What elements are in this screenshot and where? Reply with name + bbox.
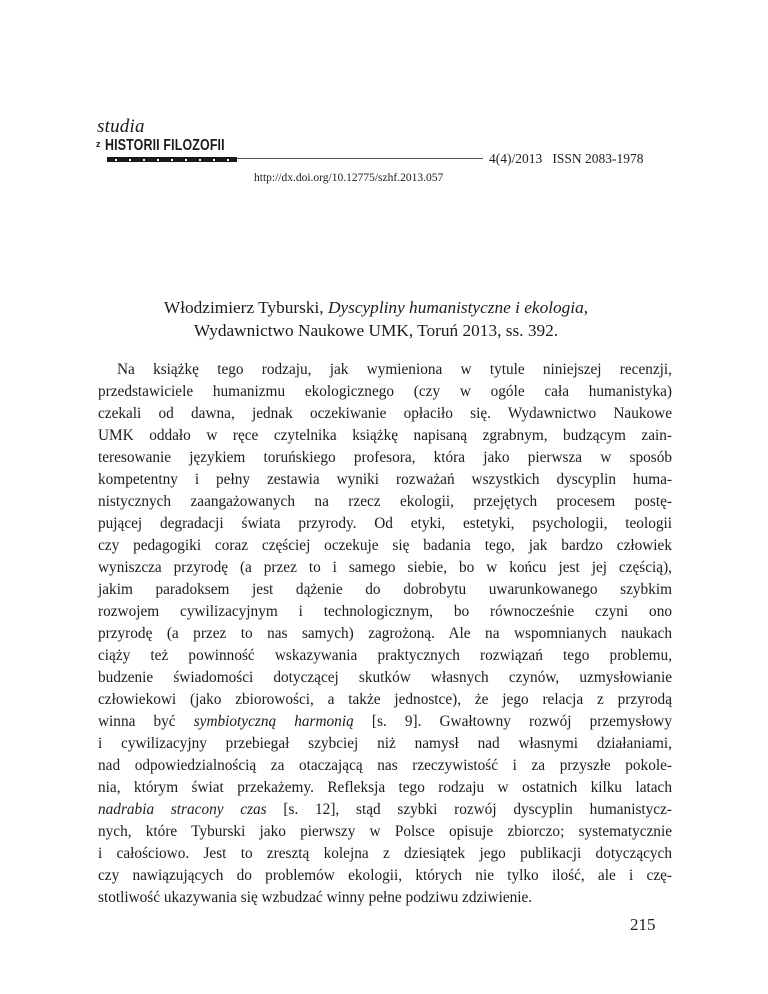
body-line: człowiekowi (jako zbiorowości, a także jednostce), że jego relacja z przyrodą [98,691,672,708]
doi-link[interactable]: http://dx.doi.org/10.12775/szhf.2013.057 [254,172,444,184]
review-title [83,296,669,342]
logo-z: z [96,139,101,149]
body-line: stotliwość ukazywania się wzbudzać winny pełne podziwu zdziwienie. [98,889,533,906]
body-line: czy nawiązujących do problemów ekologii, których nie tylko ilość, ale i czę- [98,867,672,884]
body-line: przedstawiciele humanizmu ekologicznego (czy w ogóle cała humanistyka) [98,383,672,400]
body-line: czy pedagogiki coraz częściej oczekuje się badania tego, jak bardzo człowiek [98,537,672,554]
body-quote: nadrabia stracony czas [98,801,267,818]
body-line: kompetentny i pełny zestawia wyniki rozważań wszystkich dyscyplin huma- [98,471,672,488]
header-rule [237,158,483,159]
title-line-2: Wydawnictwo Naukowe UMK, Toruń 2013, ss. 392. [193,321,559,340]
book-author: Włodzimierz Tyburski, [163,298,324,317]
body-quote: symbiotyczną harmonią [193,713,354,730]
journal-logo [83,117,233,167]
body-line: winna być symbiotyczną harmonią [s. 9]. Gwałtowny rozwój przemysłowy [98,713,673,730]
body-line: jakim paradoksem jest dążenie do dobrobytu uwarunkowanego szybkim [98,581,672,598]
body-line: pującej degradacji świata przyrody. Od etyki, estetyki, psychologii, teologii [98,515,672,532]
body-line: Na książkę tego rodzaju, jak wymieniona w tytule niniejszej recenzji, [117,361,672,378]
body-line: rozwojem cywilizacyjnym i technologicznym, bo równocześnie czyni ono [98,603,672,620]
review-body [98,359,672,909]
issue-issn: 4(4)/2013 ISSN 2083-1978 [489,151,644,166]
body-line: i całościowo. Jest to zresztą kolejna z dziesiątek jego publikacji dotyczących [98,845,672,862]
body-line: nistycznych zaangażowanych na rzecz ekologii, przejętych procesem postę- [98,493,672,510]
logo-studia: studia [97,116,145,137]
title-line-1: Włodzimierz Tyburski, Dyscypliny humanistyczne i ekologia, [163,298,589,317]
body-line: nia, którym świat przekażemy. Refleksja tego rodzaju w ostatnich kilku latach [98,779,672,796]
book-title: Dyscypliny humanistyczne i ekologia [327,298,584,317]
logo-bar [107,157,237,162]
logo-name: HISTORII FILOZOFII [105,137,225,154]
body-line: i cywilizacyjny przebiegał szybciej niż namysł nad własnymi działaniami, [98,735,672,752]
body-line: wyniszcza przyrodę (a przez to i samego siebie, bo w końcu jest jej częścią), [98,559,672,576]
body-line: UMK oddało w ręce czytelnika książkę napisaną zgrabnym, budzącym zain- [98,427,672,444]
body-line: ciąży też powinność wskazywania praktycznych rozwiązań tego problemu, [98,647,672,664]
body-line: budzenie świadomości dotyczącej skutków własnych czynów, uzmysłowianie [98,669,672,686]
body-line: nadrabia stracony czas [s. 12], stąd szybki rozwój dyscyplin humanistycz- [98,801,672,818]
page-number: 215 [630,915,656,934]
body-line: przyrodę (a przez to nas samych) zagrożoną. Ale na wspomnianych naukach [98,625,672,642]
body-line: teresowanie językiem toruńskiego profesora, która jako pierwsza w sposób [98,449,672,466]
body-line: nad odpowiedzialnością za otaczającą nas rzeczywistość i za przyszłe pokole- [98,757,672,774]
body-line: nych, które Tyburski jako pierwszy w Polsce opisuje zbiorczo; systematycznie [98,823,672,840]
body-line: czekali od dawna, jednak oczekiwanie opłaciło się. Wydawnictwo Naukowe [98,405,672,422]
